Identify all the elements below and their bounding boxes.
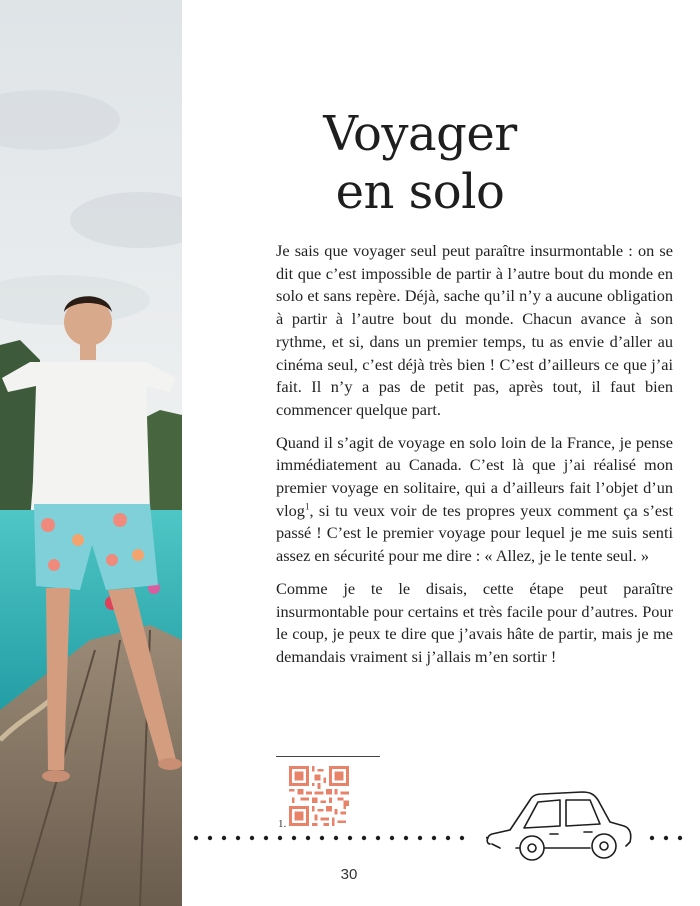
page-title — [250, 105, 590, 221]
footnote-reference: 1 — [304, 501, 310, 512]
footnote-number: 1. — [278, 818, 287, 830]
paragraph-2-after: , si tu veux voir de tes propres yeux comment ça s’est passé ! C’est le premier voyage pour lequel je me suis senti assez en sécurité pour me dire : « Allez, je le tente seul. » — [276, 500, 673, 566]
paragraph-2-before: Quand il s’agit de voyage en solo loin de la France, je pense immédiatement au Canada. C’est là que j’ai réalisé mon premier voyage en solitaire, qui a d’ailleurs fait l’objet d’un vlog — [276, 432, 673, 520]
article-body — [276, 240, 673, 679]
title-line-2: en solo — [335, 164, 505, 220]
page-number-text: 30 — [340, 866, 358, 883]
travel-photo — [0, 0, 182, 906]
title-line-1: Voyager — [323, 106, 517, 162]
page-number — [0, 866, 700, 883]
paragraph-1: Je sais que voyager seul peut paraître insurmontable : on se dit que c’est impossible de partir à l’autre bout du monde en solo et sans repère. Déjà, sache qu’il n’y a aucune obligation à partir à l’autre bout du monde. Chacun avance à son rythme, et si, dans un premier temps, tu as envie d’aller au cinéma seul, c’est déjà très bien ! C’est d’ailleurs ce que j’ai fait. Il n’y a pas de petit pas, après tout, il faut bien commencer quelque part. — [276, 241, 673, 419]
qr-code-icon[interactable] — [289, 766, 349, 826]
paragraph-3: Comme je te le disais, cette étape peut paraître insurmontable pour certains et très facile pour d’autres. Pour le coup, je peux te dire que j’avais hâte de partir, mais je me demandais vraiment si j’allais m’en sortir ! — [276, 578, 673, 666]
paragraph-2 — [276, 432, 673, 568]
car-icon — [486, 786, 636, 866]
footnote-divider — [276, 756, 380, 757]
